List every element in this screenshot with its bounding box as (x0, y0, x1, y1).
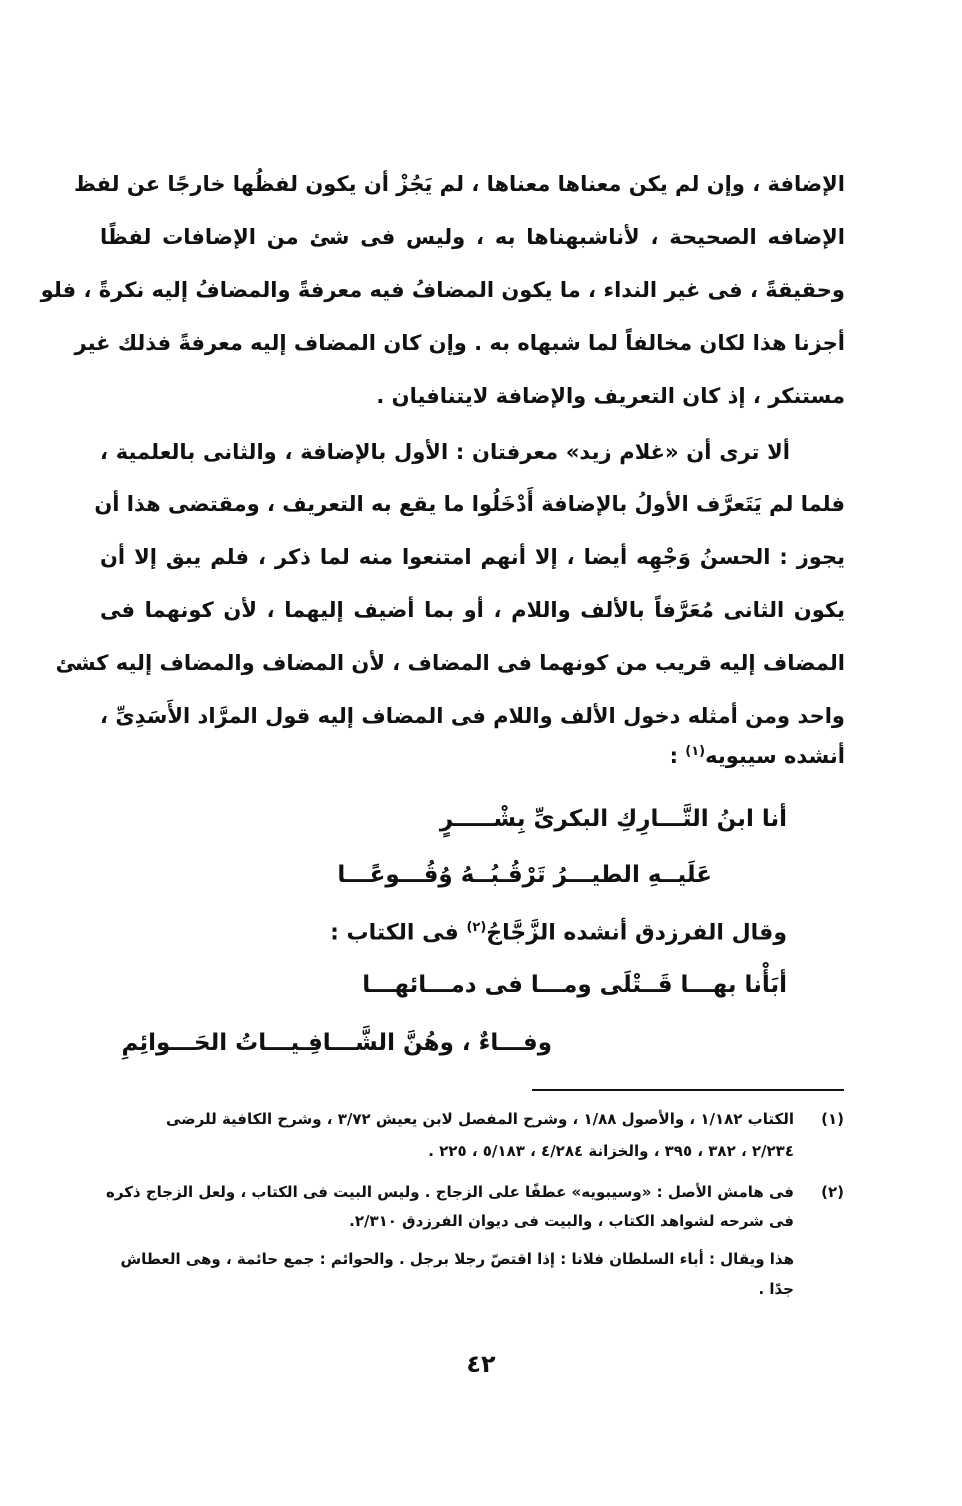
paragraph2-line-6: واحد ومن أمثله دخول الألف واللام فى المضاف إليه قول المرَّاد الأَسَدِىِّ ، (100, 704, 845, 728)
paragraph2-line-7 (100, 744, 845, 768)
verse1-second-hemistich: عَلَيــهِ الطيـــرُ تَرْقُـبُــهُ وُقُـــوعًـــا (337, 862, 712, 888)
footnote-2-line-3: هذا ويقال : أباء السلطان فلانا : إذا اقتصّ رجلا برجل . والحوائم : جمع حائمة ، وهى العطاش (120, 1250, 794, 1268)
paragraph1-line-1: الإضافة ، وإن لم يكن معناها معناها ، لم يَجُزْ أن يكون لفظُها خارجًا عن لفظ (74, 172, 845, 196)
paragraph2-line-4: يكون الثانى مُعَرَّفاً بالألف واللام ، أو بما أضيف إليهما ، لأن كونهما فى (100, 598, 845, 622)
paragraph2-line-1: ألا ترى أن «غلام زيد» معرفتان : الأول بالإضافة ، والثانى بالعلمية ، (100, 440, 790, 464)
paragraph1-line-5: مستنكر ، إذ كان التعريف والإضافة لايتنافيان . (376, 384, 845, 408)
paragraph2-line-2: فلما لم يَتَعرَّف الأولُ بالإضافة أَدْخَلُوا ما يقع به التعريف ، ومقتضى هذا أن (94, 492, 845, 516)
footnote-2-number: (٢) (821, 1183, 844, 1201)
paragraph2-last-end: : (669, 744, 686, 768)
footnote-2-line-4: جدًا . (758, 1280, 794, 1298)
transition-end: فى الكتاب : (330, 920, 467, 946)
page-number: ٤٢ (466, 1350, 496, 1378)
footnote-ref-1[interactable]: (١) (685, 744, 706, 759)
footnote-separator (532, 1089, 844, 1091)
verse2-second-hemistich: وفـــاءٌ ، وهُنَّ الشَّـــافِـيـــاتُ الحَـــوائِمِ (121, 1030, 552, 1056)
transition-text: وقال الفرزدق أنشده الزَّجَّاجُ (486, 920, 787, 946)
footnote-2-line-2: فى شرحه لشواهد الكتاب ، والبيت فى ديوان الفرزدق ٢/٣١٠. (349, 1212, 794, 1230)
footnote-1-line-1: الكتاب ١/١٨٢ ، والأصول ١/٨٨ ، وشرح المفصل لابن يعيش ٣/٧٢ ، وشرح الكافية للرضى (165, 1110, 794, 1128)
footnote-ref-2[interactable]: (٢) (466, 920, 487, 935)
paragraph1-line-2: الإضافه الصحيحة ، لأناشبهناها به ، وليس فى شئ من الإضافات لفظًا (100, 225, 845, 249)
footnote-2-line-1: فى هامش الأصل : «وسيبويه» عطفًا على الزجاج . وليس البيت فى الكتاب ، ولعل الزجاج ذكره (106, 1183, 794, 1201)
verse1-first-hemistich: أنا ابنُ التَّـــارِكِ البكرىِّ بِشْـــــرٍ (439, 806, 787, 832)
verse2-first-hemistich: أبَأْنا بهـــا قَــتْلَى ومـــا فى دمـــائهـــا (362, 972, 787, 998)
transition-line (330, 920, 787, 945)
footnote-1-number: (١) (821, 1110, 844, 1128)
footnote-1-line-2: ٢/٢٣٤ ، ٣٨٢ ، ٣٩٥ ، والخزانة ٤/٢٨٤ ، ٥/١٨٣ ، ٢٢٥ . (428, 1142, 794, 1160)
paragraph2-line-3: يجوز : الحسنُ وَجْهِه أيضا ، إلا أنهم امتنعوا منه لما ذكر ، فلم يبق إلا أن (100, 545, 845, 569)
paragraph2-line-5: المضاف إليه قريب من كونهما فى المضاف ، لأن المضاف والمضاف إليه كشئ (55, 651, 845, 675)
paragraph1-line-4: أجزنا هذا لكان مخالفاً لما شبهاه به . وإن كان المضاف إليه معرفةً فذلك غير (74, 331, 845, 355)
paragraph1-line-3: وحقيقةً ، فى غير النداء ، ما يكون المضافُ فيه معرفةً والمضافُ إليه نكرةً ، فلو (40, 278, 845, 302)
paragraph2-last-text: أنشده سيبويه (705, 744, 845, 768)
